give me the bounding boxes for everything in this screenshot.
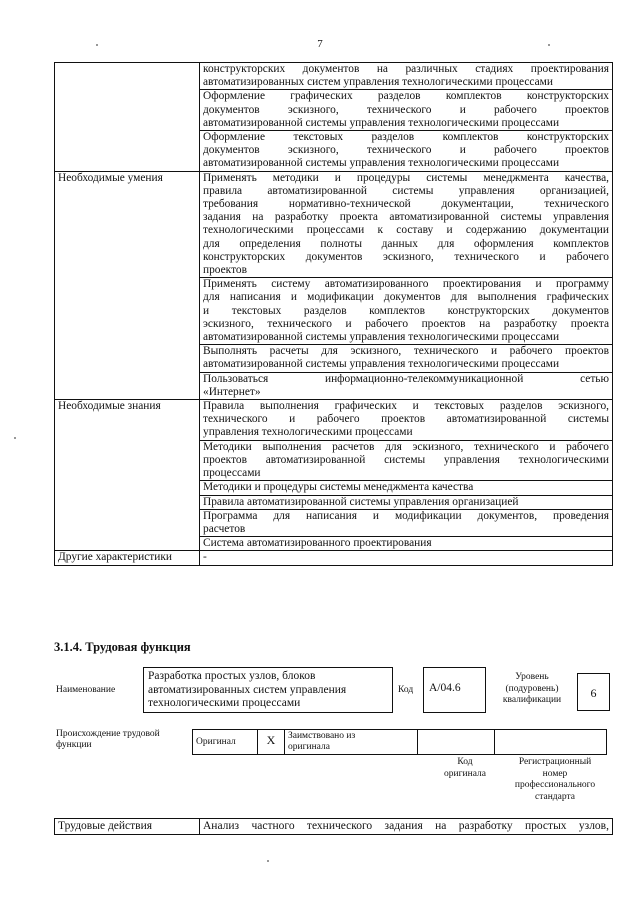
original-mark: X — [258, 730, 285, 755]
cell-line: для определения полноты данных для оформления комплектов — [203, 237, 609, 250]
function-name-box — [143, 667, 393, 713]
borrowed-label-line: Заимствовано из — [288, 731, 356, 741]
table-cell — [200, 551, 613, 565]
table-row — [55, 63, 613, 90]
labor-actions-text — [200, 819, 613, 835]
origin-label-line: функции — [56, 740, 92, 750]
function-name-line: автоматизированных систем управления — [148, 683, 347, 696]
table-cell — [200, 63, 613, 90]
cell-line: конструкторских документов эскизного, технического и рабочего — [203, 250, 609, 263]
cell-line: расчетов — [203, 522, 246, 535]
row-label: Необходимые умения — [55, 171, 200, 399]
cell-line: требования нормативно-технической документации, технического — [203, 198, 609, 211]
scan-dot — [548, 44, 550, 46]
borrowed-label — [285, 730, 418, 755]
borrowed-label-line: оригинала — [288, 742, 330, 752]
section-title: 3.1.4. Трудовая функция — [54, 640, 191, 654]
cell-line: автоматизированных систем управления технологическими процессами — [203, 76, 553, 89]
cell-line: Методики выполнения расчетов для эскизного, технического и рабочего — [203, 440, 609, 453]
cell-line: автоматизированной системы управления технологическими процессами — [203, 157, 560, 170]
scan-dot — [96, 44, 98, 46]
table-cell — [200, 372, 613, 399]
level-label-line: (подуровень) — [505, 683, 559, 694]
table-cell — [200, 278, 613, 345]
cell-line: Выполнять расчеты для эскизного, технического и рабочего проектов — [203, 345, 609, 358]
cell-line: документов эскизного, технического и рабочего проектов — [203, 103, 609, 116]
reg-number-line: Регистрационный — [518, 757, 592, 767]
labor-actions-label: Трудовые действия — [55, 819, 200, 835]
table-cell — [200, 400, 613, 441]
cell-line: Применять методики и процедуры системы менеджмента качества, — [203, 171, 609, 184]
cell-line: эскизного, технического и рабочего проектов на разработку проекта — [203, 317, 609, 330]
code-original-label — [430, 757, 500, 780]
table-cell — [200, 537, 613, 551]
original-code-cell — [418, 730, 495, 755]
cell-line: проектов автоматизированной системы управления технологическими — [203, 453, 609, 466]
table-cell — [200, 495, 613, 509]
level-label — [494, 672, 570, 707]
reg-number-line: стандарта — [535, 791, 575, 802]
cell-line: Оформление графических разделов комплектов конструкторских — [203, 90, 609, 103]
cell-line: Пользоваться информационно-телекоммуникационной сетью — [203, 372, 609, 385]
name-label: Наименование — [56, 685, 116, 695]
table-row — [55, 171, 613, 278]
function-name-line: технологическими процессами — [148, 697, 301, 709]
cell-line: задания на разработку проекта автоматизированной системы управления — [203, 211, 609, 224]
row-label: Необходимые знания — [55, 400, 200, 551]
cell-line: технологическими процессами к составу и содержанию документации — [203, 224, 609, 237]
table-cell — [200, 440, 613, 481]
function-name-line: Разработка простых узлов, блоков — [148, 670, 316, 682]
qualification-level: 6 — [577, 673, 610, 711]
reg-number-label — [500, 757, 610, 803]
cell-line: Система автоматизированного проектирования — [203, 537, 432, 550]
cell-line: Правила автоматизированной системы управления организацией — [203, 495, 519, 508]
labor-actions-table — [54, 818, 613, 835]
cell-line: автоматизированной системы управления технологическими процессами — [203, 331, 560, 344]
origin-table — [192, 729, 607, 755]
table-cell — [200, 345, 613, 372]
origin-label — [56, 729, 160, 751]
code-original-line: оригинала — [444, 768, 486, 779]
cell-line: Применять систему автоматизированного проектирования и программу — [203, 278, 609, 291]
table-row — [55, 400, 613, 441]
table-cell — [200, 481, 613, 495]
cell-line: проектов — [203, 264, 247, 277]
reg-number-line: номер — [542, 768, 568, 779]
table-cell — [200, 171, 613, 278]
function-code: А/04.6 — [423, 667, 486, 713]
cell-line: автоматизированной системы управления технологическими процессами — [203, 116, 560, 129]
scan-dot — [267, 860, 269, 862]
cell-line: Программа для написания и модификации документов, проведения — [203, 509, 609, 522]
cell-line: управления технологическими процессами — [203, 426, 413, 439]
origin-label-line: Происхождение трудовой — [56, 729, 160, 739]
page-number: 7 — [317, 38, 323, 50]
cell-line: технического и рабочего проектов автоматизированной системы — [203, 413, 609, 426]
cell-line: процессами — [203, 467, 261, 480]
code-original-line: Код — [457, 757, 473, 767]
cell-line: автоматизированной системы управления технологическими процессами — [203, 358, 560, 371]
reg-number-cell — [495, 730, 607, 755]
scan-dot — [14, 437, 16, 439]
table-cell — [200, 90, 613, 131]
row-label: Другие характеристики — [55, 551, 200, 565]
cell-line: конструкторских документов на различных стадиях проектирования — [203, 63, 609, 75]
requirements-table — [54, 62, 613, 566]
code-label: Код — [398, 685, 414, 695]
cell-line: документов эскизного, технического и рабочего проектов — [203, 144, 609, 157]
original-label: Оригинал — [193, 730, 258, 755]
table-row — [55, 551, 613, 565]
level-label-line: Уровень — [515, 672, 549, 682]
table-cell — [200, 131, 613, 172]
level-label-line: квалификации — [502, 695, 562, 705]
reg-number-line: профессионального — [514, 780, 596, 790]
cell-line: правила автоматизированной системы управления организацией, — [203, 184, 609, 197]
cell-line: «Интернет» — [203, 385, 261, 398]
cell-line: Правила выполнения графических и текстовых разделов эскизного, — [203, 400, 609, 413]
cell-line: Оформление текстовых разделов комплектов конструкторских — [203, 131, 609, 144]
labor-actions-line: Анализ частного технического задания на разработку простых узлов, — [203, 820, 609, 832]
cell-line: Методики и процедуры системы менеджмента качества — [203, 481, 474, 494]
cell-line: и текстовых разделов комплектов конструкторских документов — [203, 304, 609, 317]
table-cell — [200, 509, 613, 536]
cell-line: для написания и модификации документов для выполнения графических — [203, 291, 609, 304]
row-label — [55, 63, 200, 172]
cell-line: - — [203, 551, 207, 564]
